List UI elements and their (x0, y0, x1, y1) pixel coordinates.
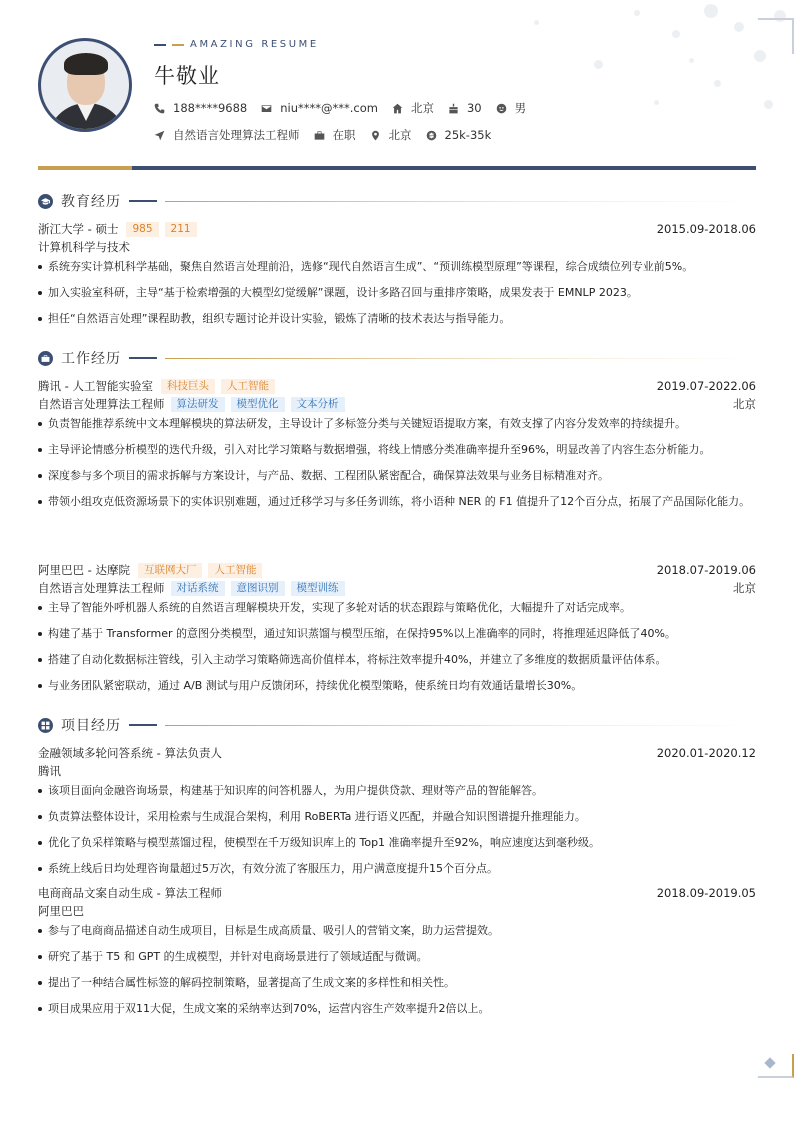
home-icon (392, 103, 403, 114)
work-period: 2018.07-2019.06 (656, 563, 756, 577)
header-divider (38, 166, 756, 170)
project-org: 阿里巴巴 (38, 904, 84, 918)
list-item: 系统夯实计算机科学基础，聚焦自然语言处理前沿，选修“现代自然语言生成”、“预训练模型原理”等课程，综合成绩位列专业前5%。 (38, 256, 756, 277)
project-bullets (38, 920, 756, 1024)
company-tag: 人工智能 (221, 379, 275, 394)
section-title: 项目经历 (61, 718, 121, 734)
company-tag: 人工智能 (208, 563, 262, 578)
age-text: 30 (466, 101, 482, 115)
avatar (38, 38, 132, 132)
work-period: 2019.07-2022.06 (656, 379, 756, 393)
briefcase-icon (38, 351, 53, 366)
phone-icon (154, 103, 165, 114)
education-period: 2015.09-2018.06 (656, 222, 756, 236)
skill-tag: 对话系统 (171, 581, 225, 596)
corner-decoration-top (758, 18, 794, 54)
education-entry-header (38, 221, 756, 237)
work-city: 北京 (733, 581, 756, 595)
company-name: 腾讯 - 人工智能实验室 (38, 379, 153, 393)
work-bullets (38, 597, 756, 701)
list-item: 搭建了自动化数据标注管线，引入主动学习策略筛选高价值样本，将标注效率提升40%，并建立了多维度的数据质量评估体系。 (38, 649, 756, 670)
list-item: 深度参与多个项目的需求拆解与方案设计，与产品、数据、工程团队紧密配合，确保算法效果与业务目标精准对齐。 (38, 465, 756, 486)
list-item: 带领小组攻克低资源场景下的实体识别难题，通过迁移学习与多任务训练，将小语种 NER 的 F1 值提升了12个百分点，拓展了产品国际化能力。 (38, 491, 756, 512)
education-bullets (38, 256, 756, 334)
status-text: 在职 (332, 128, 356, 142)
location-pin-icon (370, 130, 381, 141)
project-org: 腾讯 (38, 764, 61, 778)
cake-icon (448, 103, 459, 114)
skill-tag: 算法研发 (171, 397, 225, 412)
phone-text: 188****9688 (173, 101, 248, 115)
project-title: 金融领域多轮问答系统 - 算法负责人 (38, 746, 222, 760)
phone-item (154, 101, 247, 115)
section-title: 工作经历 (61, 351, 121, 367)
salary-text: 25k-35k (444, 128, 492, 142)
project-period: 2020.01-2020.12 (656, 746, 756, 760)
candidate-name: 牛敬业 (154, 64, 220, 88)
work-entry-header (38, 562, 756, 578)
company-tag: 科技巨头 (161, 379, 215, 394)
school-tag: 985 (126, 222, 158, 237)
skill-tag: 文本分析 (291, 397, 345, 412)
city-item (392, 100, 434, 116)
school-name: 浙江大学 - 硕士 (38, 222, 119, 236)
role-title: 自然语言处理算法工程师 (38, 581, 165, 595)
list-item: 研究了基于 T5 和 GPT 的生成模型，并针对电商场景进行了领域适配与微调。 (38, 946, 756, 967)
list-item: 构建了基于 Transformer 的意图分类模型，通过知识蒸馏与模型压缩，在保持95%以上准确率的同时，将推理延迟降低了40%。 (38, 623, 756, 644)
list-item: 负责算法整体设计，采用检索与生成混合架构，利用 RoBERTa 进行语义匹配，并融合知识图谱提升推理能力。 (38, 806, 756, 827)
list-item: 负责智能推荐系统中文本理解模块的算法研发，主导设计了多标签分类与关键短语提取方案，有效支撑了内容分发效率的持续提升。 (38, 413, 756, 434)
list-item: 担任“自然语言处理”课程助教，组织专题讨论并设计实验，锻炼了清晰的技术表达与指导能力。 (38, 308, 756, 329)
email-text: niu****@***.com (280, 101, 378, 115)
section-title: 教育经历 (61, 194, 121, 210)
education-major-line (38, 239, 756, 255)
project-org-line (38, 763, 756, 779)
gender-item (496, 100, 527, 116)
list-item: 系统上线后日均处理咨询量超过5万次，有效分流了客服压力，用户满意度提升15个百分点。 (38, 858, 756, 879)
project-org-line (38, 903, 756, 919)
list-item: 主导评论情感分析模型的迭代升级，引入对比学习策略与数据增强，将线上情感分类准确率提升至96%，明显改善了内容生态分析能力。 (38, 439, 756, 460)
corner-decoration-bottom (758, 1054, 794, 1078)
project-entry-header (38, 745, 756, 761)
section-projects (38, 715, 756, 735)
project-bullets (38, 780, 756, 884)
send-icon (154, 130, 165, 141)
work-role-line (38, 396, 756, 412)
tagline (154, 39, 319, 50)
list-item: 参与了电商商品描述自动生成项目，目标是生成高质量、吸引人的营销文案，助力运营提效。 (38, 920, 756, 941)
tagline-text: AMAZING RESUME (190, 39, 319, 50)
salary-item (426, 128, 492, 142)
section-education (38, 191, 756, 211)
list-item: 优化了负采样策略与模型蒸馏过程，使模型在千万级知识库上的 Top1 准确率提升至92%，响应速度达到毫秒级。 (38, 832, 756, 853)
email-item (261, 101, 378, 115)
location-item (370, 127, 412, 143)
work-entry-header (38, 378, 756, 394)
list-item: 提出了一种结合属性标签的解码控制策略，显著提高了生成文案的多样性和相关性。 (38, 972, 756, 993)
list-item: 主导了智能外呼机器人系统的自然语言理解模块开发，实现了多轮对话的状态跟踪与策略优化，大幅提升了对话完成率。 (38, 597, 756, 618)
coin-icon (426, 130, 437, 141)
company-name: 阿里巴巴 - 达摩院 (38, 563, 130, 577)
briefcase-icon (314, 130, 325, 141)
project-period: 2018.09-2019.05 (656, 886, 756, 900)
education-major: 计算机科学与技术 (38, 240, 130, 254)
status-item (314, 127, 356, 143)
city-text: 北京 (410, 101, 434, 115)
mail-icon (261, 103, 272, 114)
list-item: 该项目面向金融咨询场景，构建基于知识库的问答机器人，为用户提供贷款、理财等产品的智能解答。 (38, 780, 756, 801)
location-text: 北京 (388, 128, 412, 142)
grid-icon (38, 718, 53, 733)
work-role-line (38, 580, 756, 596)
work-city: 北京 (733, 397, 756, 411)
work-bullets (38, 413, 756, 517)
age-item (448, 101, 482, 115)
project-entry-header (38, 885, 756, 901)
skill-tag: 模型优化 (231, 397, 285, 412)
project-title: 电商商品文案自动生成 - 算法工程师 (38, 886, 222, 900)
skill-tag: 意图识别 (231, 581, 285, 596)
diamond-icon (764, 1057, 775, 1068)
position-item (154, 127, 300, 143)
school-tag: 211 (165, 222, 197, 237)
list-item: 与业务团队紧密联动，通过 A/B 测试与用户反馈闭环，持续优化模型策略，使系统日均有效通话量增长30%。 (38, 675, 756, 696)
list-item: 加入实验室科研，主导“基于检索增强的大模型幻觉缓解”课题，设计多路召回与重排序策略，成果发表于 EMNLP 2023。 (38, 282, 756, 303)
company-tag: 互联网大厂 (138, 563, 203, 578)
gender-text: 男 (514, 101, 527, 115)
section-work (38, 348, 756, 368)
graduation-cap-icon (38, 194, 53, 209)
position-text: 自然语言处理算法工程师 (173, 128, 300, 142)
skill-tag: 模型训练 (291, 581, 345, 596)
list-item: 项目成果应用于双11大促，生成文案的采纳率达到70%，运营内容生产效率提升2倍以上。 (38, 998, 756, 1019)
smile-icon (496, 103, 507, 114)
contact-row (154, 100, 540, 116)
role-title: 自然语言处理算法工程师 (38, 397, 165, 411)
job-row (154, 127, 505, 143)
